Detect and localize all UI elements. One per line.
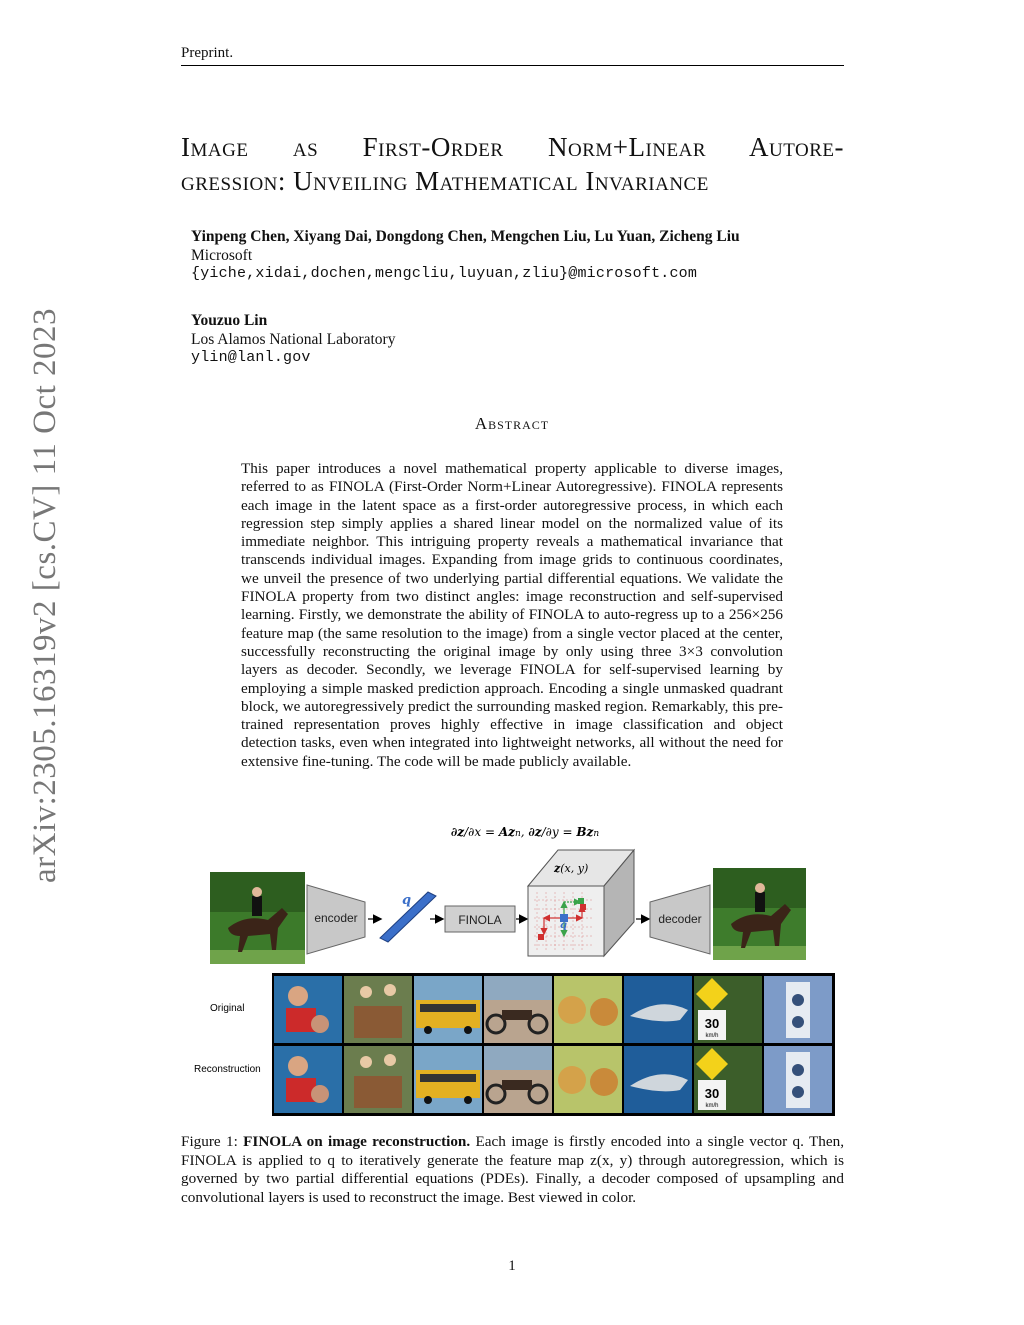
author-emails[interactable]: {yiche,xidai,dochen,mengcliu,luyuan,zliu}@microsoft.com <box>191 265 698 282</box>
caption-bold: FINOLA on image reconstruction. <box>243 1133 471 1150</box>
row-label-original: Original <box>210 1003 245 1014</box>
output-horse-photo <box>713 868 806 960</box>
title-line-2: gression: Unveiling Mathematical Invariance <box>181 166 709 196</box>
author-block-2 <box>191 312 395 368</box>
header-rule <box>181 65 844 66</box>
author-affiliation: Microsoft <box>191 246 253 264</box>
caption-lead: Figure 1: <box>181 1133 244 1150</box>
decoder-label: decoder <box>658 912 702 926</box>
abstract-heading: Abstract <box>474 414 550 433</box>
encoder-label: encoder <box>314 911 358 925</box>
author-emails[interactable]: ylin@lanl.gov <box>191 349 311 366</box>
finola-label: FINOLA <box>458 913 502 927</box>
author-affiliation: Los Alamos National Laboratory <box>191 330 396 348</box>
arxiv-stamp[interactable]: arXiv:2305.16319v2 [cs.CV] 11 Oct 2023 <box>27 307 63 883</box>
author-block-1 <box>191 228 740 284</box>
sign-speed-2: 30 <box>704 1086 720 1101</box>
q-label: q <box>402 893 412 908</box>
running-head: Preprint. <box>181 45 234 61</box>
row-label-reconstruction: Reconstruction <box>194 1064 261 1075</box>
sign-unit-1: km/h <box>705 1033 719 1039</box>
page-number: 1 <box>508 1258 516 1274</box>
pde-equation: ∂z/∂x = Azn, ∂z/∂y = Bzn <box>450 825 600 839</box>
paper-title <box>181 130 844 198</box>
abstract-text: This paper introduces a novel mathematical property applicable to diverse images, referred to as FINOLA (First-Order Norm+Linear Autoregressive). FINOLA represents each image in the latent space as a first-order autoregressive process, in which each regression step simply applies a shared linear model on the normalized value of its immediate neighbor. This intriguing property reveals a mathematical invariance that transcends individual images. Expanding from image grids to continuous coordinates, we unveil the presence of two underlying partial differential equations. We validate the FINOLA property from two distinct angles: image reconstruction and self-supervised learning. Firstly, we demonstrate the ability of FINOLA to auto-regress up to a 256×256 feature map (the same resolution to the image) from a single vector placed at the center, successfully reconstructing the original image by only using three 3×3 convolution layers as decoder. Secondly, we leverage FINOLA for self-supervised learning by employing a simple masked prediction approach. Encoding a single unmasked quadrant block, we autoregressively predict the surrounding masked region. Remarkably, this pre-trained representation proves highly effective in image classification and object detection tasks, even when integrated into lightweight networks, all without the need for extensive fine-tuning. The code will be made publicly available. <box>241 460 783 770</box>
figure-1 <box>190 810 850 1120</box>
author-names: Yinpeng Chen, Xiyang Dai, Dongdong Chen, Mengchen Liu, Lu Yuan, Zicheng Liu <box>191 228 740 245</box>
input-horse-photo <box>210 872 305 964</box>
sign-speed-1: 30 <box>704 1016 720 1031</box>
sign-unit-2: km/h <box>705 1103 719 1109</box>
title-line-1: Image as First-Order Norm+Linear Autore- <box>181 132 844 162</box>
figure-caption <box>181 1133 844 1207</box>
figure-1-svg <box>190 810 850 1120</box>
grid-q-label: q <box>560 920 567 931</box>
grid-label: z(x, y) <box>554 862 589 875</box>
caption-text: Each image is firstly encoded into a single vector q. Then, FINOLA is applied to q to iteratively generate the feature map z(x, y) through autoregression, which is governed by two partial differential equations (PDEs). Finally, a decoder composed of upsampling and convolutional layers is used to reconstruct the image. Best viewed in color. <box>181 1133 844 1206</box>
author-names: Youzuo Lin <box>191 312 268 329</box>
